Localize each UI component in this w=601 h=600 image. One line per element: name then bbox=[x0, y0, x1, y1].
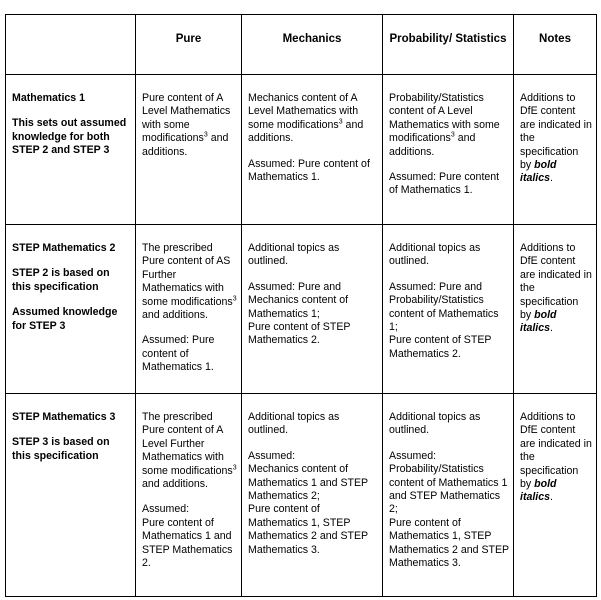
cell-probability-statistics bbox=[383, 225, 514, 394]
cell-text: The prescribed Pure content of AS Further Mathematics with some modifications$^3$ and additions. bbox=[142, 242, 237, 322]
cell-text: Assumed: Probability/Statistics content of Mathematics 1 and STEP Mathematics 2; Pure content of Mathematics 1, STEP Mathematics 2 and STEP Mathematics 3. bbox=[389, 449, 509, 570]
cell-text: Additional topics as outlined. bbox=[248, 411, 340, 437]
row-subtitle: This sets out assumed knowledge for both STEP 2 and STEP 3 bbox=[12, 117, 127, 157]
cell-text: The prescribed Pure content of A Level Further Mathematics with some modifications$^3$ and additions. bbox=[142, 411, 237, 491]
cell-text: Assumed: Pure content of Mathematics 1. bbox=[142, 334, 215, 374]
cell-text: Mechanics content of A Level Mathematics with some modifications$^3$ and additions. bbox=[248, 92, 364, 145]
cell-probability-statistics bbox=[383, 75, 514, 225]
cell-text: Probability/Statistics content of A Level Mathematics with some modifications$^3$ and additions. bbox=[389, 92, 500, 158]
cell-mechanics bbox=[242, 225, 383, 394]
cell-text: Assumed: Pure and Probability/Statistics content of Mathematics 1; Pure content of STEP Mathematics 2. bbox=[389, 280, 499, 360]
cell-text: Additional topics as outlined. bbox=[389, 242, 481, 268]
table-row bbox=[6, 75, 597, 225]
cell-text: Assumed: Mechanics content of Mathematics 1 and STEP Mathematics 2; Pure content of Mathematics 1, STEP Mathematics 2 and STEP Mathematics 3. bbox=[248, 449, 368, 556]
row-subtitle: Assumed knowledge for STEP 3 bbox=[12, 306, 118, 332]
table-row bbox=[6, 225, 597, 394]
header-mechanics: Mechanics bbox=[242, 15, 383, 75]
cell-text: Additions to DfE content are indicated in the specification by bold italics. bbox=[520, 242, 592, 335]
cell-notes bbox=[514, 225, 597, 394]
specification-table bbox=[5, 14, 597, 597]
header-notes: Notes bbox=[514, 15, 597, 75]
cell-pure bbox=[136, 75, 242, 225]
row-title: STEP Mathematics 3 bbox=[12, 411, 116, 423]
header-row bbox=[6, 15, 597, 75]
cell-notes bbox=[514, 394, 597, 597]
row-title: STEP Mathematics 2 bbox=[12, 242, 116, 254]
cell-pure bbox=[136, 394, 242, 597]
cell-text: Additional topics as outlined. bbox=[389, 411, 481, 437]
header-empty-cell bbox=[6, 15, 136, 75]
row-heading-step-mathematics-3 bbox=[6, 394, 136, 597]
cell-text: Assumed: Pure content of Mathematics 1 and STEP Mathematics 2. bbox=[142, 503, 233, 570]
cell-pure bbox=[136, 225, 242, 394]
cell-mechanics bbox=[242, 75, 383, 225]
footnote-mark: 3 bbox=[232, 464, 237, 472]
header-pure: Pure bbox=[136, 15, 242, 75]
footnote-mark: 3 bbox=[450, 131, 455, 139]
cell-notes bbox=[514, 75, 597, 225]
cell-text: Pure content of A Level Mathematics with some modifications$^3$ and additions. bbox=[142, 92, 231, 158]
cell-text: Additions to DfE content are indicated in the specification by bold italics. bbox=[520, 411, 592, 504]
row-heading-step-mathematics-2 bbox=[6, 225, 136, 394]
cell-text: Assumed: Pure and Mechanics content of Mathematics 1; Pure content of STEP Mathematics 2. bbox=[248, 280, 351, 347]
cell-text: Assumed: Pure content of Mathematics 1. bbox=[389, 171, 500, 197]
cell-text: Additions to DfE content are indicated in the specification by bold italics. bbox=[520, 92, 592, 185]
header-probability-statistics: Probability/ Statistics bbox=[383, 15, 514, 75]
row-title: Mathematics 1 bbox=[12, 92, 86, 104]
footnote-mark: 3 bbox=[232, 295, 237, 303]
cell-text: Additional topics as outlined. bbox=[248, 242, 340, 268]
footnote-mark: 3 bbox=[203, 131, 208, 139]
row-subtitle: STEP 3 is based on this specification bbox=[12, 436, 110, 462]
row-heading-mathematics-1 bbox=[6, 75, 136, 225]
cell-mechanics bbox=[242, 394, 383, 597]
cell-text: Assumed: Pure content of Mathematics 1. bbox=[248, 157, 370, 184]
cell-probability-statistics bbox=[383, 394, 514, 597]
table-row bbox=[6, 394, 597, 597]
row-subtitle: STEP 2 is based on this specification bbox=[12, 267, 110, 293]
footnote-mark: 3 bbox=[338, 118, 343, 126]
